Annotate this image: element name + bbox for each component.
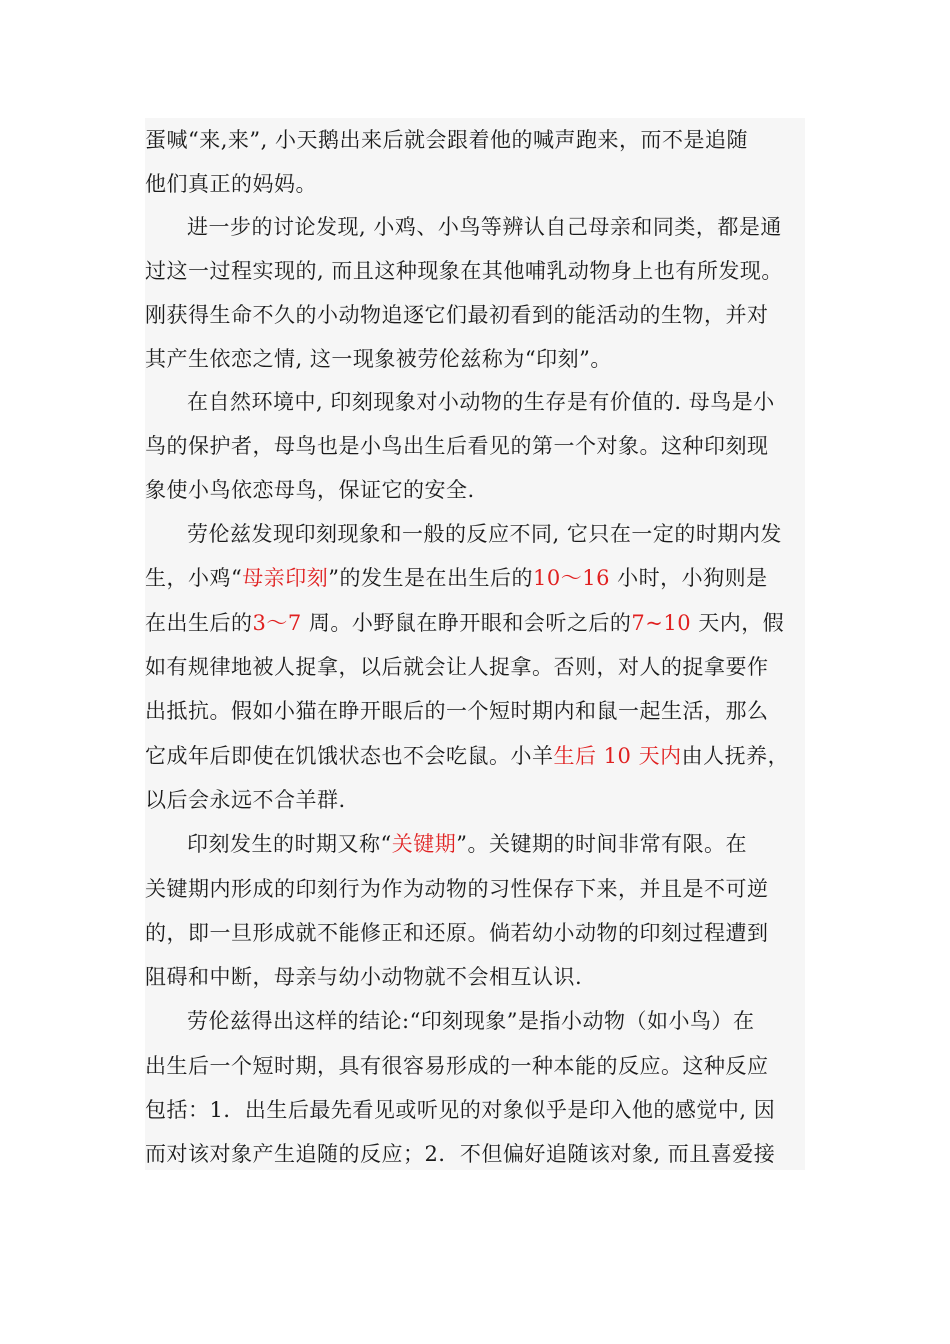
- text-line: [145, 118, 748, 162]
- highlighted-text: 3～7: [252, 611, 302, 635]
- text-line: [145, 911, 769, 955]
- text-line: [145, 162, 317, 206]
- text-segment: 由人抚养，: [681, 744, 790, 768]
- text-line: [145, 601, 784, 645]
- text-segment: 印刻发生的时期又称“: [187, 832, 392, 856]
- text-line: [145, 955, 582, 999]
- text-segment: 鸟的保护者，母鸟也是小鸟出生后看见的第一个对象。这种印刻现: [145, 434, 769, 458]
- text-line: [145, 424, 769, 468]
- text-line: [187, 512, 782, 556]
- text-segment: 蛋喊“来,来”, 小天鹅出来后就会跟着他的喊声跑来，而不是追随: [145, 128, 748, 152]
- text-segment: 生，小鸡“: [145, 566, 243, 590]
- text-segment: 进一步的讨论发现, 小鸡、小鸟等辨认自己母亲和同类，都是通: [187, 215, 782, 239]
- text-segment: 在自然环境中, 印刻现象对小动物的生存是有价值的. 母鸟是小: [187, 390, 775, 414]
- text-segment: ”。关键期的时间非常有限。在: [456, 832, 747, 856]
- text-segment: 在出生后的: [145, 611, 253, 635]
- body-text: [145, 118, 805, 1170]
- text-segment: 以后会永远不合羊群.: [145, 788, 346, 812]
- text-segment: 阻碍和中断，母亲与幼小动物就不会相互认识.: [145, 965, 583, 989]
- text-segment: 他们真正的妈妈。: [145, 172, 317, 196]
- text-line: [145, 556, 768, 600]
- text-line: [145, 867, 769, 911]
- text-line: [187, 999, 755, 1043]
- text-segment: 劳伦兹发现印刻现象和一般的反应不同, 它只在一定的时期内发: [187, 522, 782, 546]
- text-line: [145, 293, 769, 337]
- text-segment: 出抵抗。假如小猫在睁开眼后的一个短时期内和鼠一起生活，那么: [145, 699, 769, 723]
- text-segment: 其产生依恋之情, 这一现象被劳伦兹称为“印刻”。: [145, 347, 612, 371]
- text-line: [145, 1132, 775, 1176]
- text-segment: 周。小野鼠在睁开眼和会听之后的: [301, 611, 632, 635]
- highlighted-text: 关键期: [391, 832, 457, 856]
- text-line: [187, 205, 782, 249]
- text-line: [145, 468, 475, 512]
- text-segment: 小时，小狗则是: [609, 566, 768, 590]
- text-segment: 包括：1．出生后最先看见或听见的对象似乎是印入他的感觉中, 因: [145, 1098, 776, 1122]
- text-line: [145, 645, 769, 689]
- text-segment: 的，即一旦形成就不能修正和还原。倘若幼小动物的印刻过程遭到: [145, 921, 769, 945]
- text-segment: ”的发生是在出生后的: [328, 566, 533, 590]
- text-segment: 刚获得生命不久的小动物追逐它们最初看到的能活动的生物，并对: [145, 303, 769, 327]
- text-segment: 出生后一个短时期，具有很容易形成的一种本能的反应。这种反应: [145, 1054, 769, 1078]
- text-segment: 天内，假: [691, 611, 785, 635]
- text-line: [145, 1088, 775, 1132]
- highlighted-text: 生后 10 天内: [553, 744, 682, 768]
- text-line: [145, 778, 346, 822]
- highlighted-text: 7~10: [631, 611, 692, 635]
- highlighted-text: 母亲印刻: [242, 566, 329, 590]
- text-line: [145, 249, 783, 293]
- text-segment: 它成年后即使在饥饿状态也不会吃鼠。小羊: [145, 744, 554, 768]
- text-line: [187, 822, 747, 866]
- text-line: [187, 380, 775, 424]
- text-line: [145, 689, 769, 733]
- text-line: [145, 337, 612, 381]
- text-segment: 关键期内形成的印刻行为作为动物的习性保存下来，并且是不可逆: [145, 877, 769, 901]
- text-segment: 过这一过程实现的, 而且这种现象在其他哺乳动物身上也有所发现。: [145, 259, 783, 283]
- text-line: [145, 1044, 769, 1088]
- text-segment: 象使小鸟依恋母鸟，保证它的安全.: [145, 478, 475, 502]
- text-segment: 劳伦兹得出这样的结论:“印刻现象”是指小动物（如小鸟）在: [187, 1009, 755, 1033]
- text-segment: 而对该对象产生追随的反应；2．不但偏好追随该对象, 而且喜爱接: [145, 1142, 776, 1166]
- highlighted-text: 10～16: [533, 566, 610, 590]
- text-segment: 如有规律地被人捉拿，以后就会让人捉拿。否则，对人的捉拿要作: [145, 655, 769, 679]
- text-line: [145, 734, 789, 778]
